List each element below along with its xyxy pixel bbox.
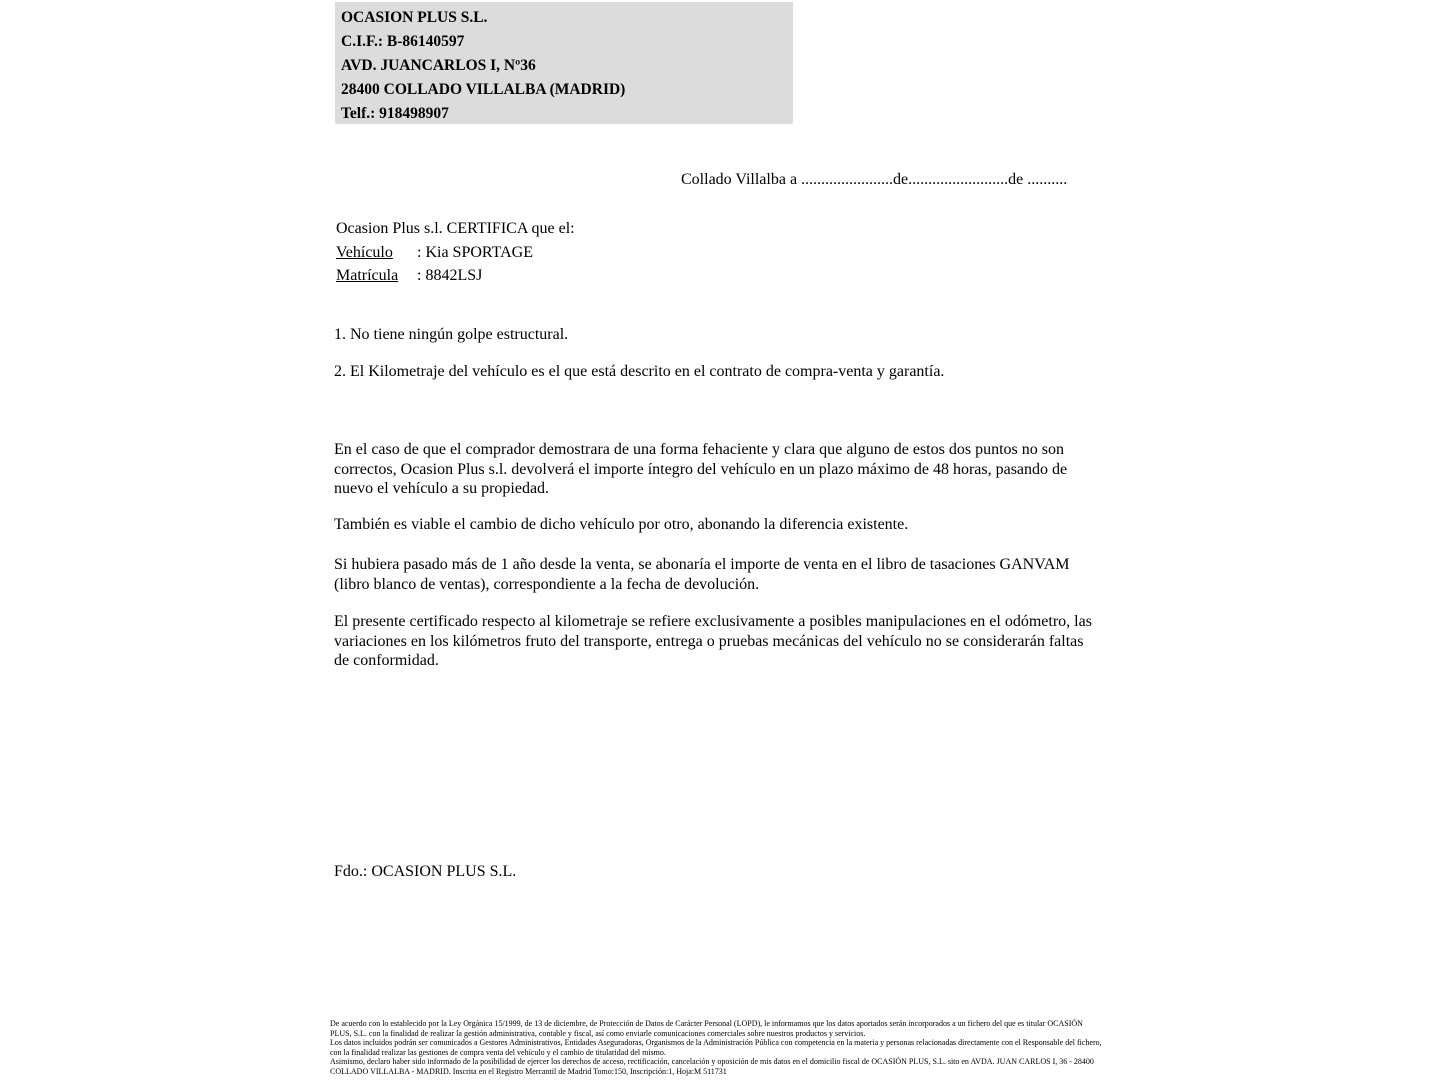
company-cif: C.I.F.: B-86140597 bbox=[341, 33, 465, 50]
company-address: AVD. JUANCARLOS I, Nº36 bbox=[341, 57, 536, 74]
paragraph-odometer-disclaimer: El presente certificado respecto al kilometraje se refiere exclusivamente a posibles manipulaciones en el odómetro, las variaciones en los kilómetros fruto del transporte, entrega o pruebas mecánicas del vehículo no se considerarán faltas de conformidad. bbox=[334, 613, 1092, 669]
signature-line: Fdo.: OCASION PLUS S.L. bbox=[334, 863, 517, 880]
certified-point-1: 1. No tiene ningún golpe estructural. bbox=[334, 326, 569, 343]
company-header bbox=[335, 2, 793, 124]
company-city: 28400 COLLADO VILLALBA (MADRID) bbox=[341, 81, 626, 98]
vehicle-label: Vehículo bbox=[336, 243, 393, 261]
company-name: OCASION PLUS S.L. bbox=[341, 9, 488, 26]
company-phone: Telf.: 918498907 bbox=[341, 105, 449, 122]
paragraph-exchange-option: También es viable el cambio de dicho vehículo por otro, abonando la diferencia existente. bbox=[334, 516, 909, 533]
legal-footer-paragraph-2: Los datos incluidos podrán ser comunicados a Gestores Administrativos, Entidades Aseguradoras, Organismos de la Administración Pública con competencia en la materia y personas relacionadas directamente con el Responsable del fichero, con la finalidad realizar las gestiones de compra venta del vehículo y el cambio de titularidad del mismo. bbox=[330, 1038, 1102, 1057]
date-line: Collado Villalba a .......................de.........................de .......... bbox=[681, 171, 1068, 188]
certified-point-2: 2. El Kilometraje del vehículo es el que está descrito en el contrato de compra-venta y garantía. bbox=[334, 363, 945, 380]
paragraph-ganvam-valuation: Si hubiera pasado más de 1 año desde la venta, se abonaría el importe de venta en el libro de tasaciones GANVAM (libro blanco de ventas), correspondiente a la fecha de devolución. bbox=[334, 556, 1070, 593]
legal-footer-paragraph-3: Asimismo, declaro haber sido informado de la posibilidad de ejercer los derechos de acceso, rectificación, cancelación y oposición de mis datos en el domicilio fiscal de OCASIÓN PLUS, S.L. sito en AVDA. JUAN CARLOS I, 36 - 28400 COLLADO VILLALBA - MADRID. Inscrita en el Registro Mercantil de Madrid Tomo:150, Inscripción:1, Hoja:M 511731 bbox=[330, 1057, 1094, 1076]
plate-row bbox=[336, 264, 575, 288]
vehicle-row bbox=[336, 241, 575, 265]
plate-value: : 8842LSJ bbox=[417, 267, 483, 284]
plate-label: Matrícula bbox=[336, 267, 399, 284]
paragraph-refund-terms: En el caso de que el comprador demostrara de una forma fehaciente y clara que alguno de estos dos puntos no son correctos, Ocasion Plus s.l. devolverá el importe íntegro del vehículo en un plazo máximo de 48 horas, pasando de nuevo el vehículo a su propiedad. bbox=[334, 441, 1068, 497]
legal-footer bbox=[330, 1019, 1102, 1077]
certification-intro: Ocasion Plus s.l. CERTIFICA que el: bbox=[336, 220, 575, 237]
legal-footer-paragraph-1: De acuerdo con lo establecido por la Ley Orgánica 15/1999, de 13 de diciembre, de Protección de Datos de Carácter Personal (LOPD), le informamos que los datos aportados serán incorporados a un fichero del que es titular OCASIÓN PLUS, S.L. con la finalidad de realizar la gestión administrativa, contable y fiscal, así como enviarle comunicaciones comerciales sobre nuestros productos y servicios. bbox=[330, 1019, 1083, 1038]
vehicle-value: : Kia SPORTAGE bbox=[417, 243, 533, 261]
certification-block bbox=[336, 217, 575, 288]
